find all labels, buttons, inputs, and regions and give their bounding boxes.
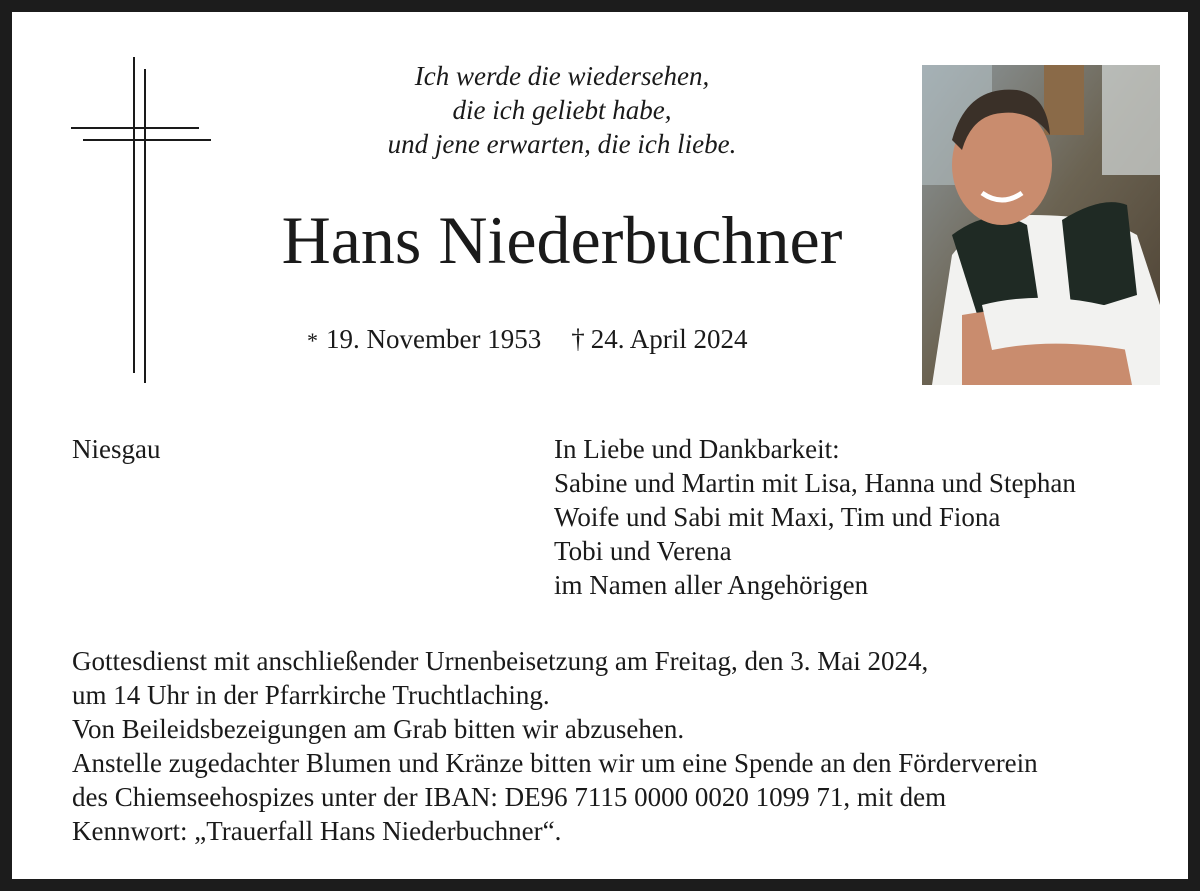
- life-dates: [307, 322, 747, 358]
- notice-line: des Chiemseehospizes unter der IBAN: DE96 7115 0000 0020 1099 71, mit dem: [72, 782, 947, 812]
- motto-line: die ich geliebt habe,: [452, 95, 672, 125]
- motto-line: Ich werde die wiedersehen,: [414, 61, 710, 91]
- birth-date: 19. November 1953: [326, 324, 542, 354]
- portrait-photo: [922, 65, 1160, 385]
- motto-quote: [312, 59, 812, 161]
- family-line: Woife und Sabi mit Maxi, Tim und Fiona: [554, 502, 1001, 532]
- death-symbol-icon: †: [571, 324, 585, 354]
- notice-line: Kennwort: „Trauerfall Hans Niederbuchner“.: [72, 816, 562, 846]
- family-line: Tobi und Verena: [554, 536, 732, 566]
- place-name: Niesgau: [72, 434, 161, 464]
- family-signatures: [554, 432, 1174, 602]
- motto-line: und jene erwarten, die ich liebe.: [387, 129, 737, 159]
- funeral-notice: [72, 644, 1182, 848]
- deceased-name: Hans Niederbuchner: [281, 202, 843, 278]
- family-line: Sabine und Martin mit Lisa, Hanna und Stephan: [554, 468, 1076, 498]
- notice-line: Gottesdienst mit anschließender Urnenbeisetzung am Freitag, den 3. Mai 2024,: [72, 646, 929, 676]
- family-line: im Namen aller Angehörigen: [554, 570, 869, 600]
- birth-symbol-icon: *: [307, 328, 318, 353]
- notice-line: Von Beileidsbezeigungen am Grab bitten wir abzusehen.: [72, 714, 685, 744]
- family-heading: In Liebe und Dankbarkeit:: [554, 434, 840, 464]
- notice-line: Anstelle zugedachter Blumen und Kränze bitten wir um eine Spende an den Förderverein: [72, 748, 1038, 778]
- death-date: 24. April 2024: [590, 324, 748, 354]
- notice-line: um 14 Uhr in der Pfarrkirche Truchtlaching.: [72, 680, 550, 710]
